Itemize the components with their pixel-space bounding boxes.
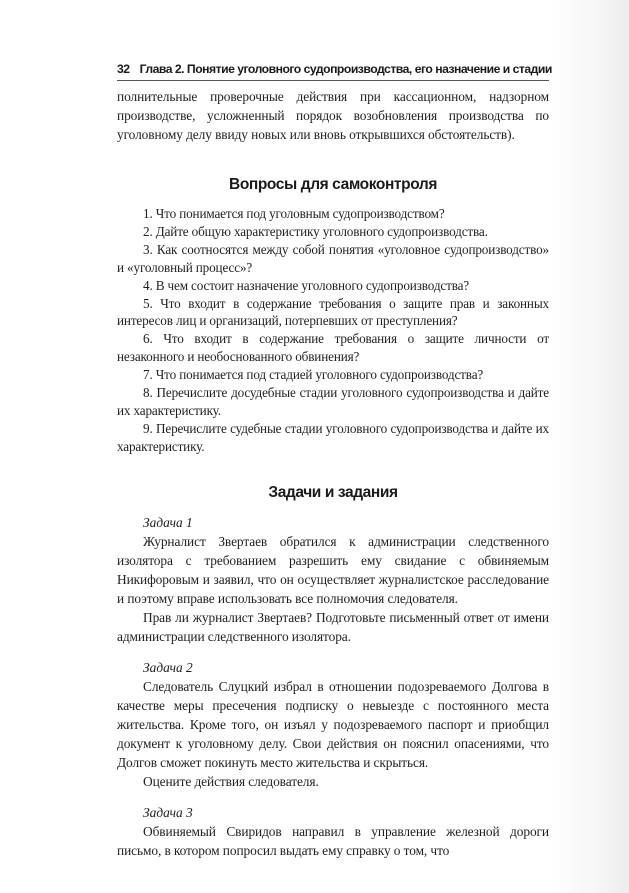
- running-header: [117, 62, 552, 81]
- task-title: Задача 2: [143, 659, 193, 675]
- book-page: [117, 62, 552, 860]
- task-3: [117, 803, 549, 860]
- questions-list: [117, 205, 549, 456]
- intro-paragraph: полнительные проверочные действия при кассационном, надзорном производстве, усложненный порядок возобновления производства по уголовному делу ввиду новых или вновь открывшихся обстоятельств).: [117, 89, 549, 142]
- question-item: 5. Что входит в содержание требования о защите прав и законных интересов лиц и организаций, потерпевших от преступления?: [117, 295, 549, 329]
- question-item: 9. Перечислите судебные стадии уголовного судопроизводства и дайте их характеристику.: [117, 420, 549, 454]
- question-item: 7. Что понимается под стадией уголовного судопроизводства?: [143, 367, 484, 383]
- task-paragraph: Прав ли журналист Звертаев? Подготовьте письменный ответ от имени администрации следственного изолятора.: [117, 609, 549, 644]
- task-paragraph: Обвиняемый Свиридов направил в управление железной дороги письмо, в котором попросил выдать ему справку о том, что: [117, 823, 549, 858]
- question-item: 3. Как соотносятся между собой понятия «уголовное судопроизводство» и «уголовный процесс»?: [117, 241, 549, 275]
- question-item: 8. Перечислите досудебные стадии уголовного судопроизводства и дайте их характеристику.: [117, 385, 549, 418]
- tasks-section-title: Задачи и задания: [268, 483, 398, 501]
- questions-section-title: Вопросы для самоконтроля: [229, 176, 437, 193]
- question-item: 2. Дайте общую характеристику уголовного судопроизводства.: [143, 223, 488, 239]
- task-title: Задача 1: [143, 514, 193, 530]
- question-item: 4. В чем состоит назначение уголовного судопроизводства?: [143, 277, 469, 293]
- task-title: Задача 3: [143, 804, 193, 820]
- task-1: [117, 513, 549, 646]
- task-paragraph: Следователь Слуцкий избрал в отношении подозреваемого Долгова в качестве меры пресечения подписку о невыезде с постоянного места жительства. Кроме того, он изъял у подозреваемого паспорт и приобщил документ к уголовному делу. Свои действия он пояснил опасениями, что Долгов сможет покинуть место жительства и скрыться.: [117, 678, 549, 770]
- task-2: [117, 658, 549, 791]
- task-paragraph: Оцените действия следователя.: [143, 773, 319, 789]
- page-number: 32: [117, 62, 130, 76]
- page-edge-shadow: [549, 0, 629, 893]
- task-paragraph: Журналист Звертаев обратился к администрации следственного изолятора с требованием разрешить ему свидание с обвиняемым Никифоровым и заявил, что он осуществляет журналистское расследование и поэтому вправе использовать все полномочия следователя.: [117, 533, 549, 606]
- chapter-title: Глава 2. Понятие уголовного судопроизводства, его назначение и стадии: [139, 62, 552, 76]
- question-item: 1. Что понимается под уголовным судопроизводством?: [143, 206, 445, 221]
- question-item: 6. Что входит в содержание требования о защите личности от незаконного и необоснованного обвинения?: [117, 331, 549, 365]
